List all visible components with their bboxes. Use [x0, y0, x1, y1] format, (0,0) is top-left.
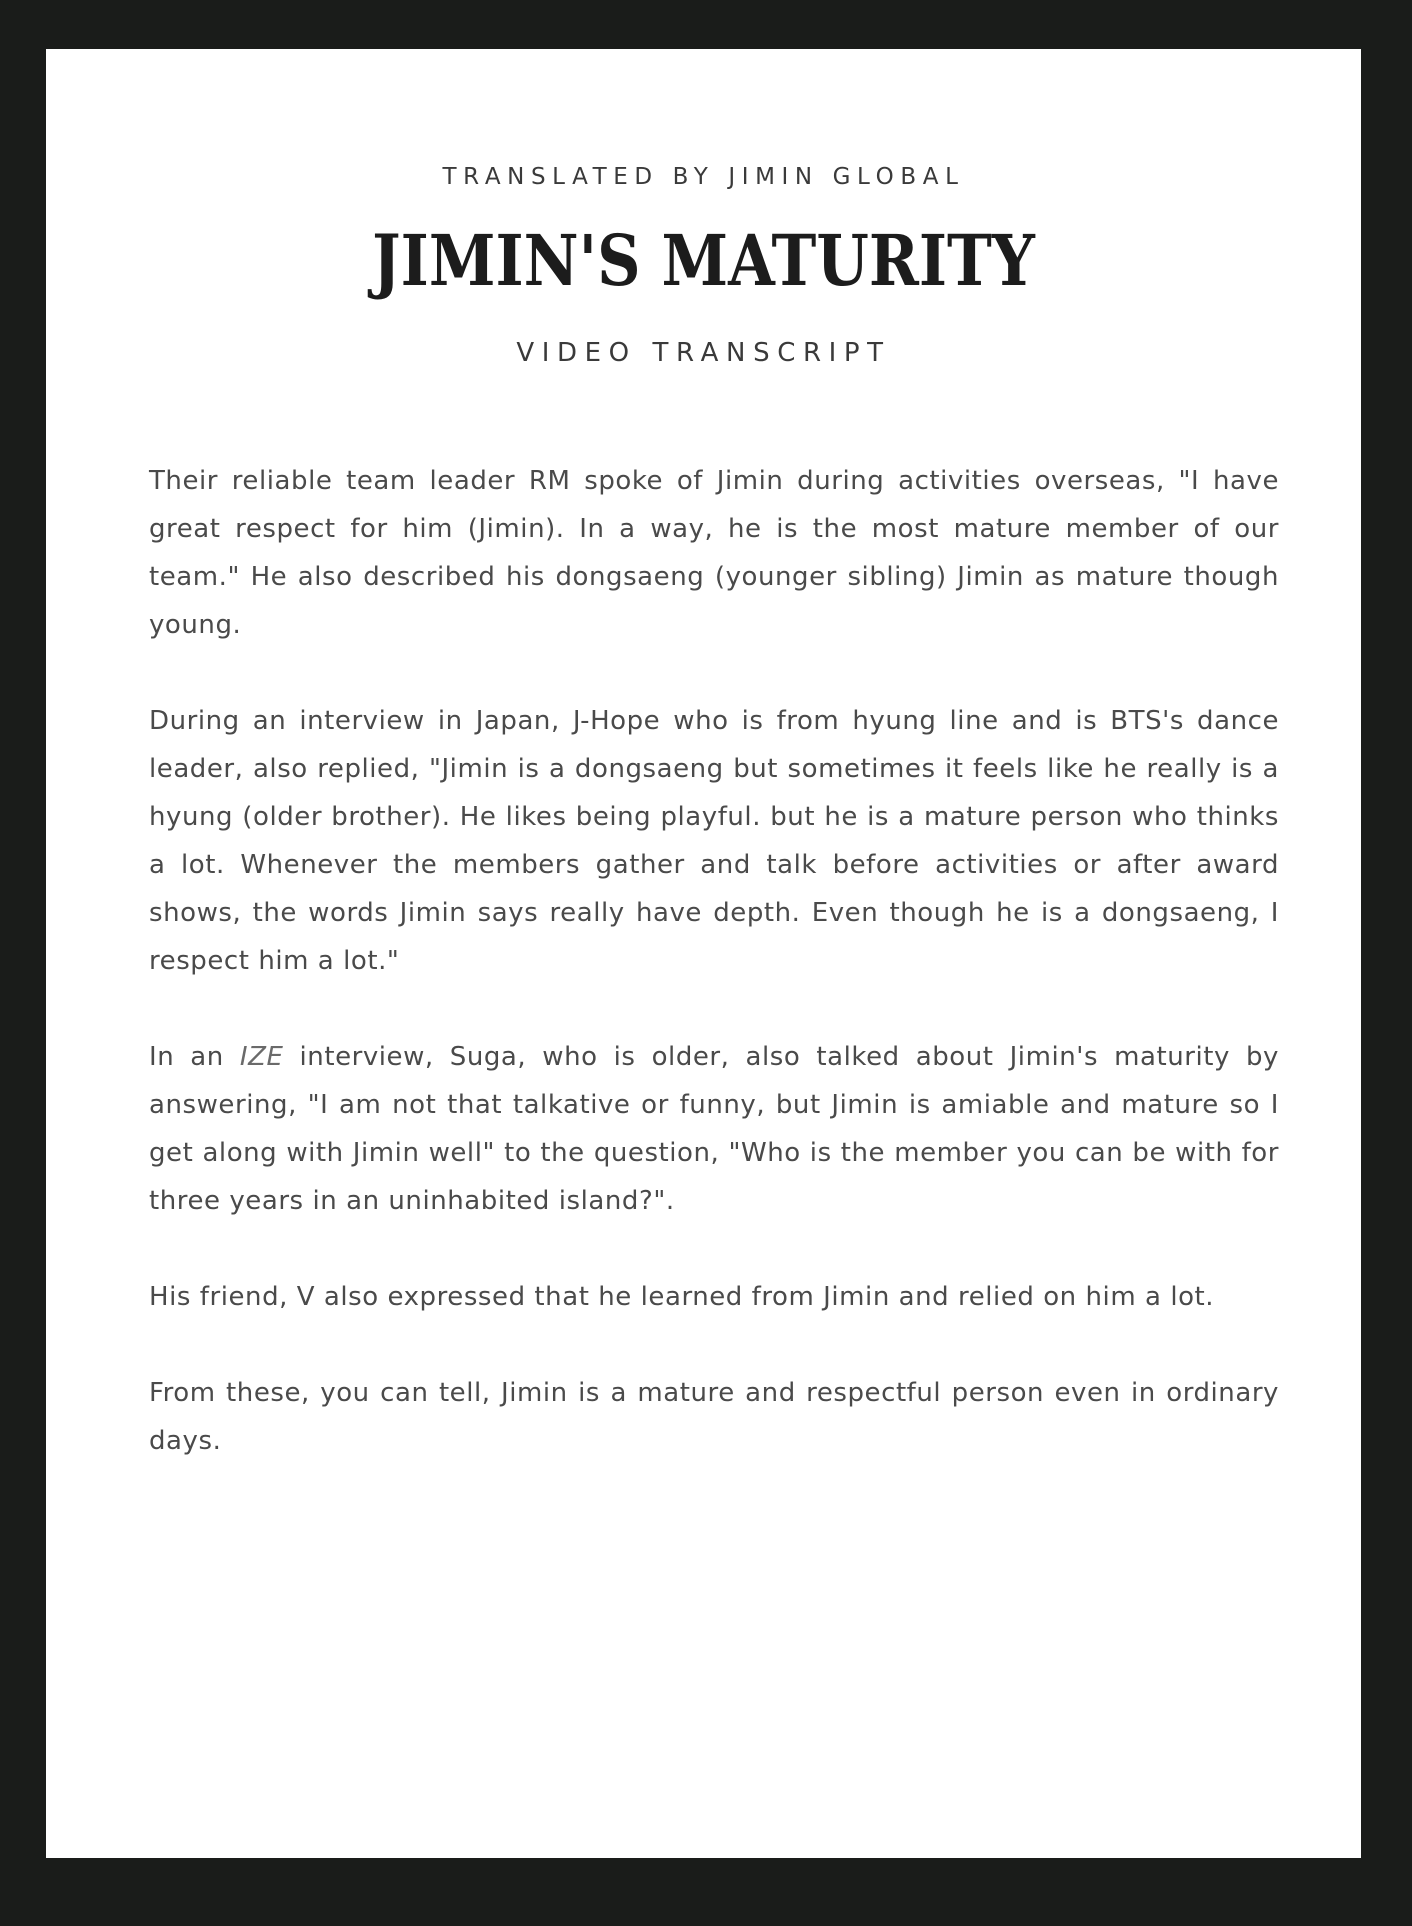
transcript-body: [149, 457, 1279, 1513]
paragraph-v: His friend, V also expressed that he learned from Jimin and relied on him a lot.: [149, 1282, 1215, 1312]
paragraph-rm: Their reliable team leader RM spoke of Jimin during activities overseas, "I have great respect for him (Jimin). In a way, he is the most mature member of our team." He also described his dongsaeng (younger sibling) Jimin as mature though young.: [149, 466, 1279, 640]
paragraph-suga: [149, 1033, 1279, 1225]
page-subtitle: VIDEO TRANSCRIPT: [516, 338, 891, 368]
publication-name: IZE: [239, 1042, 284, 1072]
paragraph-conclusion: From these, you can tell, Jimin is a mature and respectful person even in ordinary days.: [149, 1378, 1279, 1456]
page-title: JIMIN'S MATURITY: [372, 219, 1035, 302]
translator-credit: TRANSLATED BY JIMIN GLOBAL: [442, 164, 965, 190]
paragraph-suga-prefix: In an: [149, 1042, 240, 1072]
paragraph-suga-suffix: interview, Suga, who is older, also talked about Jimin's maturity by answering, "I am not that talkative or funny, but Jimin is amiable and mature so I get along with Jimin well" to the question, "Who is the member you can be with for three years in an uninhabited island?".: [149, 1042, 1279, 1216]
paragraph-jhope: During an interview in Japan, J-Hope who is from hyung line and is BTS's dance leader, also replied, "Jimin is a dongsaeng but sometimes it feels like he really is a hyung (older brother). He likes being playful. but he is a mature person who thinks a lot. Whenever the members gather and talk before activities or after award shows, the words Jimin says really have depth. Even though he is a dongsaeng, I respect him a lot.": [149, 706, 1279, 976]
document-page: [46, 49, 1361, 1858]
